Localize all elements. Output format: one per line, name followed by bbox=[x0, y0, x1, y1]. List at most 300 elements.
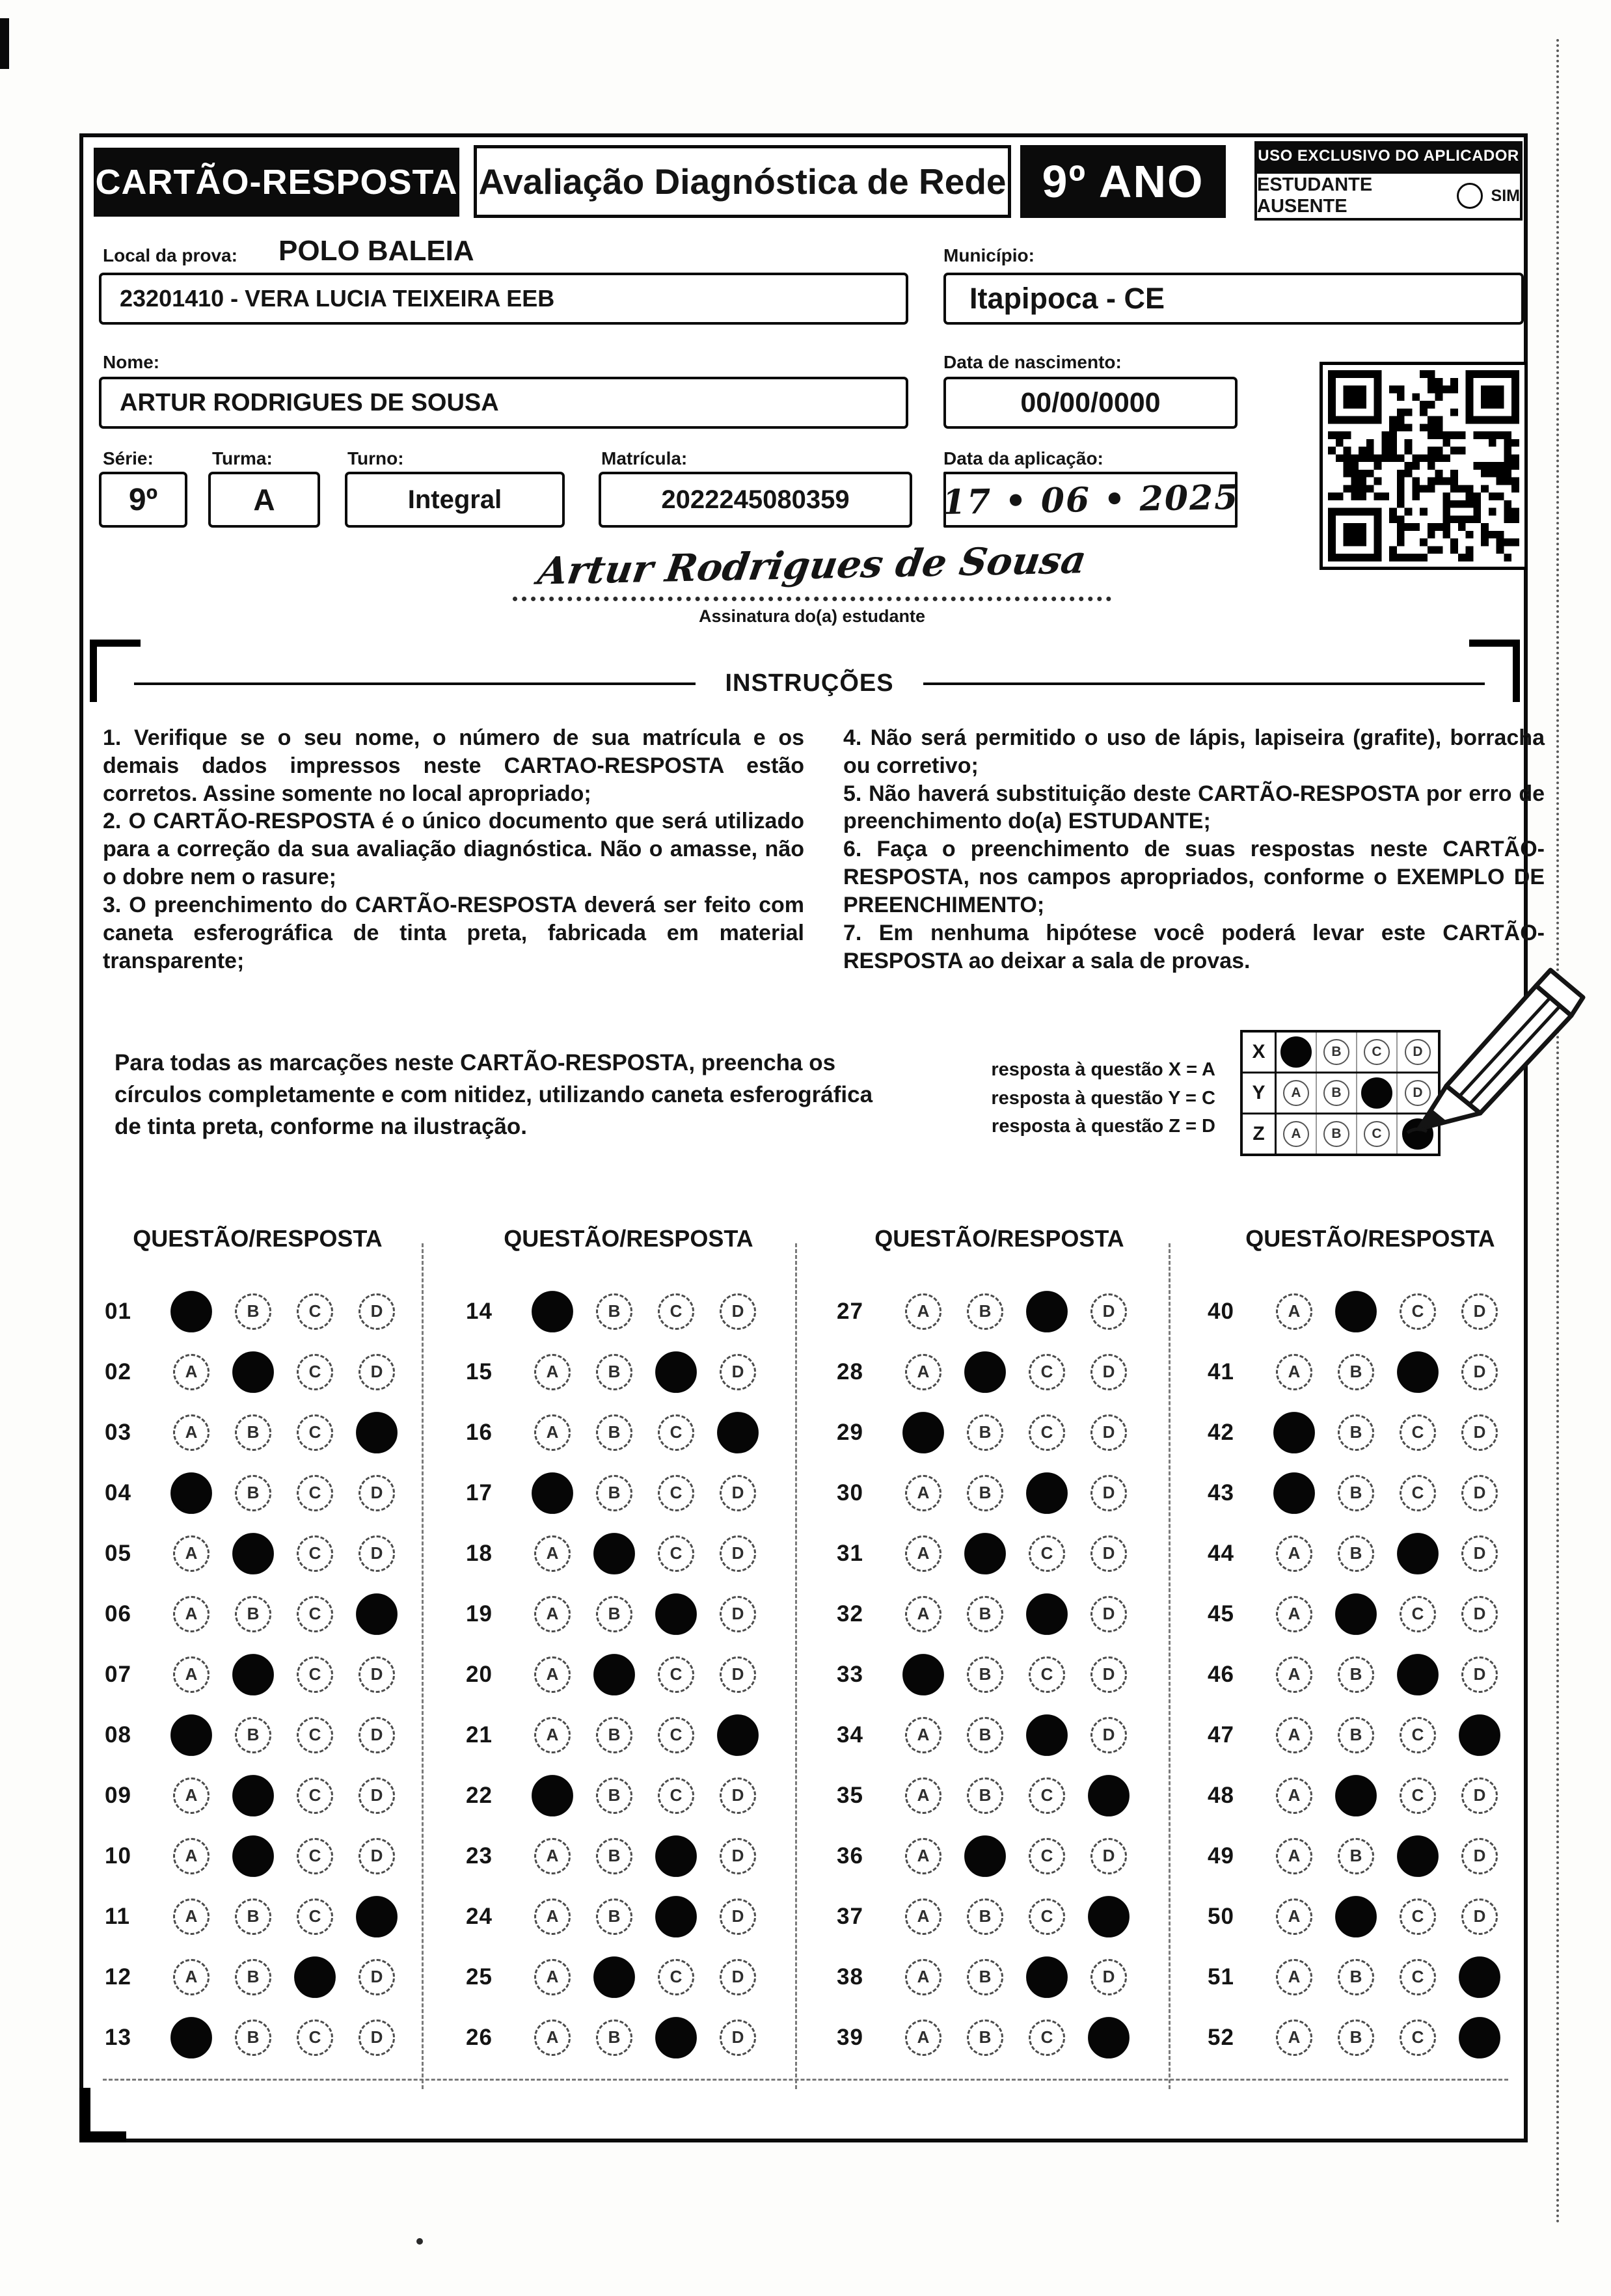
question-row-52 bbox=[1208, 2007, 1498, 2068]
absent-label: ESTUDANTE AUSENTE bbox=[1257, 174, 1373, 217]
signature-label: Assinatura do(a) estudante bbox=[698, 606, 926, 626]
question-row-25 bbox=[466, 1947, 756, 2007]
question-row-35 bbox=[837, 1765, 1127, 1826]
instruction-item-4: 4. Não será permitido o uso de lápis, lapiseira (grafite), borracha ou corretivo; bbox=[843, 725, 1545, 778]
question-row-14 bbox=[466, 1281, 756, 1342]
question-number: 25 bbox=[466, 1964, 493, 1990]
scan-artifact-dot bbox=[416, 2238, 423, 2245]
bubble-45-C: C bbox=[1400, 1596, 1436, 1632]
question-number: 06 bbox=[105, 1600, 131, 1627]
municipio-label: Município: bbox=[943, 245, 1035, 265]
turma-field: A bbox=[208, 472, 320, 528]
question-row-20 bbox=[466, 1644, 756, 1705]
question-row-11 bbox=[105, 1886, 395, 1947]
bubble-27-B: B bbox=[967, 1293, 1003, 1330]
bubble-17-D: D bbox=[720, 1475, 756, 1511]
bubble-18-D: D bbox=[720, 1535, 756, 1572]
bubble-17-A-marked bbox=[532, 1472, 573, 1514]
bubble-12-D: D bbox=[359, 1959, 395, 1995]
answer-column-header-1: QUESTÃO/RESPOSTA bbox=[133, 1225, 383, 1252]
signature-line bbox=[513, 537, 1111, 601]
bubble-40-D: D bbox=[1461, 1293, 1498, 1330]
bubble-34-D: D bbox=[1090, 1717, 1127, 1753]
bubble-18-A: A bbox=[534, 1535, 571, 1572]
bubble-47-D-marked bbox=[1459, 1714, 1500, 1756]
question-row-13 bbox=[105, 2007, 395, 2068]
bubble-02-B-marked bbox=[232, 1351, 274, 1393]
question-number: 05 bbox=[105, 1540, 131, 1566]
bubble-03-A: A bbox=[173, 1414, 210, 1451]
example-bubble-Z-A: A bbox=[1283, 1121, 1309, 1147]
bubble-14-A-marked bbox=[532, 1291, 573, 1332]
bubble-29-B: B bbox=[967, 1414, 1003, 1451]
question-number: 10 bbox=[105, 1843, 131, 1869]
question-number: 19 bbox=[466, 1600, 493, 1627]
question-row-39 bbox=[837, 2007, 1127, 2068]
bubble-46-B: B bbox=[1338, 1656, 1374, 1693]
turno-label: Turno: bbox=[347, 448, 404, 468]
question-number: 02 bbox=[105, 1358, 131, 1384]
bubble-14-C: C bbox=[658, 1293, 694, 1330]
question-number: 43 bbox=[1208, 1479, 1234, 1506]
bubble-31-D: D bbox=[1090, 1535, 1127, 1572]
nascimento-field: 00/00/0000 bbox=[943, 377, 1238, 429]
bubble-40-C: C bbox=[1400, 1293, 1436, 1330]
bubble-36-D: D bbox=[1090, 1838, 1127, 1874]
bubble-33-C: C bbox=[1029, 1656, 1065, 1693]
answer-column-header-4: QUESTÃO/RESPOSTA bbox=[1245, 1225, 1495, 1252]
bubble-45-A: A bbox=[1276, 1596, 1312, 1632]
question-number: 37 bbox=[837, 1903, 863, 1929]
bubble-04-C: C bbox=[297, 1475, 333, 1511]
serie-label: Série: bbox=[103, 448, 154, 468]
scan-edge-mark bbox=[0, 18, 9, 69]
question-row-21 bbox=[466, 1705, 756, 1765]
student-absent-box bbox=[1254, 171, 1523, 221]
bubble-06-B: B bbox=[235, 1596, 271, 1632]
bubble-28-D: D bbox=[1090, 1354, 1127, 1390]
bubble-30-C-marked bbox=[1026, 1472, 1068, 1514]
bubble-28-B-marked bbox=[964, 1351, 1006, 1393]
serie-field: 9º bbox=[99, 472, 187, 528]
bubble-36-A: A bbox=[905, 1838, 941, 1874]
bubble-05-D: D bbox=[359, 1535, 395, 1572]
bubble-42-A-marked bbox=[1273, 1412, 1315, 1453]
bubble-35-A: A bbox=[905, 1777, 941, 1814]
example-bubble-X-C: C bbox=[1364, 1039, 1390, 1065]
local-label: Local da prova: bbox=[103, 245, 237, 265]
bubble-35-D-marked bbox=[1088, 1775, 1130, 1817]
question-row-47 bbox=[1208, 1705, 1498, 1765]
bubble-43-D: D bbox=[1461, 1475, 1498, 1511]
bubble-10-D: D bbox=[359, 1838, 395, 1874]
question-number: 18 bbox=[466, 1540, 493, 1566]
question-row-33 bbox=[837, 1644, 1127, 1705]
bubble-22-C: C bbox=[658, 1777, 694, 1814]
bubble-15-A: A bbox=[534, 1354, 571, 1390]
grid-bottom-dashed-line bbox=[103, 2079, 1508, 2081]
answer-column-header-2: QUESTÃO/RESPOSTA bbox=[504, 1225, 753, 1252]
bubble-19-A: A bbox=[534, 1596, 571, 1632]
question-number: 16 bbox=[466, 1419, 493, 1445]
bubble-51-C: C bbox=[1400, 1959, 1436, 1995]
bubble-11-A: A bbox=[173, 1898, 210, 1935]
bubble-04-B: B bbox=[235, 1475, 271, 1511]
example-bubble-Z-C: C bbox=[1364, 1121, 1390, 1147]
bubble-31-A: A bbox=[905, 1535, 941, 1572]
example-label-x: resposta à questão X = A bbox=[991, 1059, 1215, 1080]
question-row-10 bbox=[105, 1826, 395, 1886]
bubble-14-D: D bbox=[720, 1293, 756, 1330]
instructions-title: INSTRUÇÕES bbox=[725, 669, 894, 697]
bubble-19-B: B bbox=[596, 1596, 632, 1632]
bubble-33-D: D bbox=[1090, 1656, 1127, 1693]
question-row-17 bbox=[466, 1463, 756, 1523]
bubble-12-A: A bbox=[173, 1959, 210, 1995]
bubble-38-C-marked bbox=[1026, 1956, 1068, 1998]
exam-title: Avaliação Diagnóstica de Rede bbox=[474, 145, 1011, 218]
example-cell bbox=[1317, 1074, 1357, 1113]
question-number: 51 bbox=[1208, 1964, 1234, 1990]
question-number: 52 bbox=[1208, 2024, 1234, 2050]
bubble-07-A: A bbox=[173, 1656, 210, 1693]
question-row-16 bbox=[466, 1402, 756, 1463]
bubble-01-C: C bbox=[297, 1293, 333, 1330]
absent-option-circle bbox=[1457, 183, 1483, 209]
question-number: 04 bbox=[105, 1479, 131, 1506]
column-separator bbox=[422, 1243, 424, 2089]
instruction-item-2: 2. O CARTÃO-RESPOSTA é o único documento que será utilizado para a correção da sua avaliação diagnóstica. Não o amasse, não o dobre nem o rasure; bbox=[103, 809, 804, 890]
bubble-25-A: A bbox=[534, 1959, 571, 1995]
bubble-52-D-marked bbox=[1459, 2017, 1500, 2059]
bubble-04-A-marked bbox=[170, 1472, 212, 1514]
question-row-31 bbox=[837, 1523, 1127, 1584]
bubble-43-C: C bbox=[1400, 1475, 1436, 1511]
bubble-33-A-marked bbox=[902, 1654, 944, 1695]
bubble-47-B: B bbox=[1338, 1717, 1374, 1753]
nome-label: Nome: bbox=[103, 352, 160, 372]
question-number: 46 bbox=[1208, 1661, 1234, 1687]
bubble-03-B: B bbox=[235, 1414, 271, 1451]
bubble-49-C-marked bbox=[1397, 1835, 1439, 1877]
bubble-06-D-marked bbox=[356, 1593, 398, 1635]
bubble-52-B: B bbox=[1338, 2019, 1374, 2056]
bubble-24-C-marked bbox=[655, 1896, 697, 1938]
bubble-20-A: A bbox=[534, 1656, 571, 1693]
bubble-18-C: C bbox=[658, 1535, 694, 1572]
bubble-16-D-marked bbox=[717, 1412, 759, 1453]
bubble-49-B: B bbox=[1338, 1838, 1374, 1874]
question-number: 34 bbox=[837, 1722, 863, 1748]
question-row-23 bbox=[466, 1826, 756, 1886]
question-row-51 bbox=[1208, 1947, 1498, 2007]
question-number: 20 bbox=[466, 1661, 493, 1687]
example-cell bbox=[1277, 1074, 1317, 1113]
fill-instructions-note: Para todas as marcações neste CARTÃO-RESPOSTA, preencha os círculos completamente e com nitidez, utilizando caneta esferográfica de tinta preta, conforme na ilustração. bbox=[115, 1050, 873, 1139]
bubble-01-A-marked bbox=[170, 1291, 212, 1332]
question-number: 27 bbox=[837, 1298, 863, 1324]
answer-column-4 bbox=[1208, 1281, 1498, 2068]
question-row-34 bbox=[837, 1705, 1127, 1765]
bubble-34-A: A bbox=[905, 1717, 941, 1753]
example-bubble-X-B: B bbox=[1323, 1039, 1349, 1065]
question-row-32 bbox=[837, 1584, 1127, 1644]
question-row-02 bbox=[105, 1342, 395, 1402]
question-number: 13 bbox=[105, 2024, 131, 2050]
bubble-38-D: D bbox=[1090, 1959, 1127, 1995]
bubble-42-D: D bbox=[1461, 1414, 1498, 1451]
matricula-field: 2022245080359 bbox=[599, 472, 912, 528]
example-cell bbox=[1277, 1114, 1317, 1154]
question-number: 48 bbox=[1208, 1782, 1234, 1808]
question-number: 38 bbox=[837, 1964, 863, 1990]
bubble-22-B: B bbox=[596, 1777, 632, 1814]
bubble-10-C: C bbox=[297, 1838, 333, 1874]
instructions-left-column bbox=[103, 724, 804, 975]
question-row-29 bbox=[837, 1402, 1127, 1463]
bubble-11-C: C bbox=[297, 1898, 333, 1935]
instruction-item-6: 6. Faça o preenchimento de suas respostas neste CARTÃO-RESPOSTA, nos campos apropriados, conforme o EXEMPLO DE PREENCHIMENTO; bbox=[843, 837, 1545, 917]
card-title: CARTÃO-RESPOSTA bbox=[94, 148, 459, 217]
bubble-41-C-marked bbox=[1397, 1351, 1439, 1393]
bubble-21-D-marked bbox=[717, 1714, 759, 1756]
bubble-26-A: A bbox=[534, 2019, 571, 2056]
example-bubble-Y-A: A bbox=[1283, 1080, 1309, 1106]
bubble-19-D: D bbox=[720, 1596, 756, 1632]
question-number: 14 bbox=[466, 1298, 493, 1324]
bubble-47-C: C bbox=[1400, 1717, 1436, 1753]
bubble-35-B: B bbox=[967, 1777, 1003, 1814]
column-separator bbox=[795, 1243, 797, 2089]
bubble-44-A: A bbox=[1276, 1535, 1312, 1572]
question-number: 01 bbox=[105, 1298, 131, 1324]
example-bubble-X-D: D bbox=[1405, 1039, 1431, 1065]
bubble-32-A: A bbox=[905, 1596, 941, 1632]
question-number: 26 bbox=[466, 2024, 493, 2050]
instructions-header bbox=[134, 669, 1485, 697]
question-row-05 bbox=[105, 1523, 395, 1584]
question-row-46 bbox=[1208, 1644, 1498, 1705]
bubble-08-D: D bbox=[359, 1717, 395, 1753]
question-row-27 bbox=[837, 1281, 1127, 1342]
question-number: 23 bbox=[466, 1843, 493, 1869]
bubble-51-A: A bbox=[1276, 1959, 1312, 1995]
instruction-item-7: 7. Em nenhuma hipótese você poderá levar este CARTÃO-RESPOSTA ao deixar a sala de provas. bbox=[843, 920, 1545, 973]
bubble-29-D: D bbox=[1090, 1414, 1127, 1451]
bubble-39-A: A bbox=[905, 2019, 941, 2056]
bubble-41-B: B bbox=[1338, 1354, 1374, 1390]
question-number: 09 bbox=[105, 1782, 131, 1808]
instruction-item-5: 5. Não haverá substituição deste CARTÃO-RESPOSTA por erro de preenchimento do(a) ESTUDANTE; bbox=[843, 781, 1545, 834]
grade-badge: 9º ANO bbox=[1020, 145, 1226, 218]
question-row-03 bbox=[105, 1402, 395, 1463]
bubble-02-C: C bbox=[297, 1354, 333, 1390]
question-number: 30 bbox=[837, 1479, 863, 1506]
qr-code bbox=[1320, 362, 1528, 570]
bubble-23-B: B bbox=[596, 1838, 632, 1874]
question-row-44 bbox=[1208, 1523, 1498, 1584]
bubble-50-B-marked bbox=[1335, 1896, 1377, 1938]
question-row-22 bbox=[466, 1765, 756, 1826]
divider-line bbox=[134, 682, 696, 685]
bubble-16-B: B bbox=[596, 1414, 632, 1451]
aplicacao-label: Data da aplicação: bbox=[943, 448, 1103, 468]
bubble-06-A: A bbox=[173, 1596, 210, 1632]
bubble-23-C-marked bbox=[655, 1835, 697, 1877]
question-row-15 bbox=[466, 1342, 756, 1402]
instruction-item-3: 3. O preenchimento do CARTÃO-RESPOSTA deverá ser feito com caneta esferográfica de tinta preta, fabricada em material transparente; bbox=[103, 892, 804, 973]
bubble-17-C: C bbox=[658, 1475, 694, 1511]
bubble-13-C: C bbox=[297, 2019, 333, 2056]
turno-field: Integral bbox=[345, 472, 565, 528]
bubble-30-D: D bbox=[1090, 1475, 1127, 1511]
question-row-48 bbox=[1208, 1765, 1498, 1826]
question-row-04 bbox=[105, 1463, 395, 1523]
local-value: POLO BALEIA bbox=[278, 235, 474, 267]
question-number: 07 bbox=[105, 1661, 131, 1687]
bubble-30-A: A bbox=[905, 1475, 941, 1511]
bubble-34-C-marked bbox=[1026, 1714, 1068, 1756]
question-row-45 bbox=[1208, 1584, 1498, 1644]
bubble-14-B: B bbox=[596, 1293, 632, 1330]
aplicacao-handwritten-date: 17 • 06 • 2025 bbox=[941, 477, 1239, 522]
question-row-30 bbox=[837, 1463, 1127, 1523]
bubble-08-B: B bbox=[235, 1717, 271, 1753]
bubble-09-B-marked bbox=[232, 1775, 274, 1817]
bubble-32-B: B bbox=[967, 1596, 1003, 1632]
bubble-16-A: A bbox=[534, 1414, 571, 1451]
bubble-34-B: B bbox=[967, 1717, 1003, 1753]
registration-mark-left bbox=[90, 640, 141, 702]
bubble-50-C: C bbox=[1400, 1898, 1436, 1935]
bubble-40-B-marked bbox=[1335, 1291, 1377, 1332]
bubble-44-B: B bbox=[1338, 1535, 1374, 1572]
question-number: 36 bbox=[837, 1843, 863, 1869]
bubble-42-C: C bbox=[1400, 1414, 1436, 1451]
bubble-42-B: B bbox=[1338, 1414, 1374, 1451]
question-number: 11 bbox=[105, 1903, 130, 1929]
answer-card bbox=[79, 133, 1545, 2142]
question-row-09 bbox=[105, 1765, 395, 1826]
question-row-43 bbox=[1208, 1463, 1498, 1523]
question-row-40 bbox=[1208, 1281, 1498, 1342]
bubble-08-C: C bbox=[297, 1717, 333, 1753]
bubble-20-B-marked bbox=[593, 1654, 635, 1695]
bubble-38-A: A bbox=[905, 1959, 941, 1995]
bubble-43-A-marked bbox=[1273, 1472, 1315, 1514]
question-number: 44 bbox=[1208, 1540, 1234, 1566]
bubble-07-B-marked bbox=[232, 1654, 274, 1695]
question-number: 03 bbox=[105, 1419, 131, 1445]
bubble-25-B-marked bbox=[593, 1956, 635, 1998]
bubble-32-C-marked bbox=[1026, 1593, 1068, 1635]
answer-column-1 bbox=[105, 1281, 395, 2068]
bubble-47-A: A bbox=[1276, 1717, 1312, 1753]
bubble-51-B: B bbox=[1338, 1959, 1374, 1995]
bubble-21-C: C bbox=[658, 1717, 694, 1753]
bubble-01-B: B bbox=[235, 1293, 271, 1330]
example-answer-labels bbox=[936, 1056, 1215, 1141]
bubble-36-C: C bbox=[1029, 1838, 1065, 1874]
instructions-right-column bbox=[843, 724, 1545, 975]
example-bubble-Y-B: B bbox=[1323, 1080, 1349, 1106]
bubble-20-C: C bbox=[658, 1656, 694, 1693]
bubble-37-D-marked bbox=[1088, 1896, 1130, 1938]
applicator-panel bbox=[1254, 141, 1523, 221]
question-number: 29 bbox=[837, 1419, 863, 1445]
bubble-37-B: B bbox=[967, 1898, 1003, 1935]
bubble-15-D: D bbox=[720, 1354, 756, 1390]
bubble-05-C: C bbox=[297, 1535, 333, 1572]
bubble-17-B: B bbox=[596, 1475, 632, 1511]
example-row-label: X bbox=[1243, 1033, 1277, 1072]
bubble-19-C-marked bbox=[655, 1593, 697, 1635]
bubble-10-A: A bbox=[173, 1838, 210, 1874]
question-number: 32 bbox=[837, 1600, 863, 1627]
bubble-26-D: D bbox=[720, 2019, 756, 2056]
bubble-41-D: D bbox=[1461, 1354, 1498, 1390]
question-row-41 bbox=[1208, 1342, 1498, 1402]
bubble-10-B-marked bbox=[232, 1835, 274, 1877]
bubble-02-A: A bbox=[173, 1354, 210, 1390]
question-number: 22 bbox=[466, 1782, 493, 1808]
bubble-40-A: A bbox=[1276, 1293, 1312, 1330]
example-label-z: resposta à questão Z = D bbox=[991, 1116, 1215, 1137]
nome-field: ARTUR RODRIGUES DE SOUSA bbox=[99, 377, 908, 429]
bubble-36-B-marked bbox=[964, 1835, 1006, 1877]
question-row-26 bbox=[466, 2007, 756, 2068]
bubble-27-A: A bbox=[905, 1293, 941, 1330]
absent-option-label: SIM bbox=[1491, 186, 1520, 205]
bubble-25-D: D bbox=[720, 1959, 756, 1995]
question-number: 41 bbox=[1208, 1358, 1234, 1384]
divider-line bbox=[923, 682, 1485, 685]
bubble-39-C: C bbox=[1029, 2019, 1065, 2056]
bubble-51-D-marked bbox=[1459, 1956, 1500, 1998]
bubble-48-A: A bbox=[1276, 1777, 1312, 1814]
bubble-35-C: C bbox=[1029, 1777, 1065, 1814]
answer-column-3 bbox=[837, 1281, 1127, 2068]
bubble-09-A: A bbox=[173, 1777, 210, 1814]
bubble-38-B: B bbox=[967, 1959, 1003, 1995]
question-number: 39 bbox=[837, 2024, 863, 2050]
example-label-y: resposta à questão Y = C bbox=[991, 1087, 1215, 1109]
example-bubble-Y-D: D bbox=[1405, 1080, 1431, 1106]
bubble-06-C: C bbox=[297, 1596, 333, 1632]
bubble-21-B: B bbox=[596, 1717, 632, 1753]
bubble-43-B: B bbox=[1338, 1475, 1374, 1511]
bubble-46-C-marked bbox=[1397, 1654, 1439, 1695]
bubble-44-D: D bbox=[1461, 1535, 1498, 1572]
question-row-19 bbox=[466, 1584, 756, 1644]
question-number: 08 bbox=[105, 1722, 131, 1748]
answer-column-header-3: QUESTÃO/RESPOSTA bbox=[874, 1225, 1124, 1252]
bubble-37-C: C bbox=[1029, 1898, 1065, 1935]
bubble-26-C-marked bbox=[655, 2017, 697, 2059]
bubble-28-A: A bbox=[905, 1354, 941, 1390]
bubble-48-C: C bbox=[1400, 1777, 1436, 1814]
question-row-24 bbox=[466, 1886, 756, 1947]
bubble-49-D: D bbox=[1461, 1838, 1498, 1874]
example-row-label: Z bbox=[1243, 1114, 1277, 1154]
question-number: 40 bbox=[1208, 1298, 1234, 1324]
question-row-28 bbox=[837, 1342, 1127, 1402]
bubble-12-C-marked bbox=[294, 1956, 336, 1998]
bubble-30-B: B bbox=[967, 1475, 1003, 1511]
bubble-22-A-marked bbox=[532, 1775, 573, 1817]
bubble-11-B: B bbox=[235, 1898, 271, 1935]
bubble-24-A: A bbox=[534, 1898, 571, 1935]
